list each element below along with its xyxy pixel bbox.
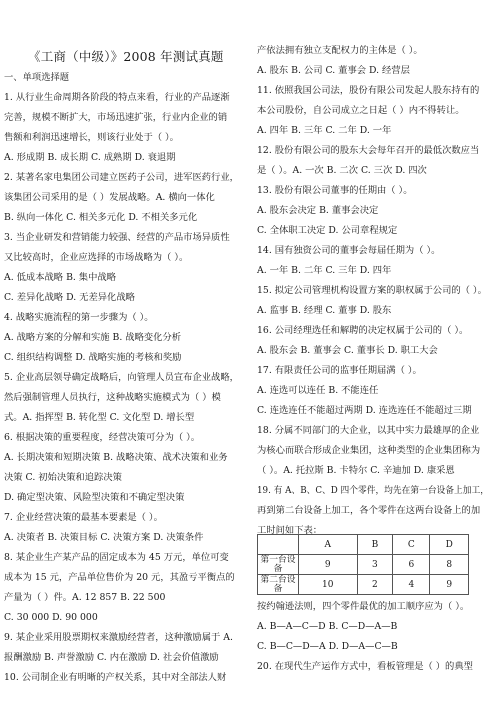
- text-line: C. 全体职工决定 D. 公司章程规定: [257, 225, 398, 236]
- text-line: 式。A. 指挥型 B. 转化型 C. 文化型 D. 增长型: [4, 412, 195, 423]
- table-cell: 4: [393, 575, 430, 595]
- document-title: 《工商（中级）》2008 年测试真题: [28, 49, 224, 64]
- text-line: 售额和利润迅速增长，则该行业处于（ ）。: [4, 132, 179, 143]
- text-line: C. B—C—D—A D. D—A—C—B: [257, 641, 398, 652]
- text-line: A. B—A—C—D B. C—D—A—B: [257, 621, 398, 632]
- text-line: （ ）。A. 托拉斯 B. 卡特尔 C. 辛迪加 D. 康采恩: [257, 465, 455, 476]
- table-header-row: [258, 535, 469, 555]
- section-heading: 一、单项选择题: [4, 72, 70, 83]
- table-cell: 3: [357, 555, 393, 575]
- table-cell: 8: [430, 555, 469, 575]
- table-header-cell: [258, 535, 299, 555]
- text-line: 3. 当企业研发和营销能力较强、经营的产品市场异质性: [4, 232, 230, 243]
- text-line: 产依法拥有独立支配权力的主体是（ ）。: [257, 45, 423, 56]
- text-line: 11. 依照我国公司法，股份有限公司发起人股东持有的: [257, 85, 480, 96]
- table-cell: 9: [299, 555, 358, 575]
- text-line: 决策 C. 初始决策和追踪决策: [4, 472, 122, 483]
- text-line: A. 决策者 B. 决策目标 C. 决策方案 D. 决策条件: [4, 532, 204, 543]
- text-line: C. 差异化战略 D. 无差异化战略: [4, 292, 135, 303]
- text-line: 该集团公司采用的是（ ）发展战略。A. 横向一体化: [4, 192, 215, 203]
- text-line: 按约翰逊法则，四个零件最优的加工顺序应为（ ）。: [257, 601, 470, 612]
- table-header-cell: B: [357, 535, 393, 555]
- text-line: A. 一年 B. 二年 C. 三年 D. 四年: [257, 265, 392, 276]
- table-row-label: 第一台设备: [258, 555, 299, 575]
- table-cell: 2: [357, 575, 393, 595]
- text-line: 成本为 15 元，产品单位售价为 20 元，其盈亏平衡点的: [4, 572, 235, 583]
- text-line: A. 四年 B. 三年 C. 二年 D. 一年: [257, 125, 392, 136]
- table-header-cell: A: [299, 535, 358, 555]
- text-line: 报酬激励 B. 声誉激励 C. 内在激励 D. 社会价值激励: [4, 652, 219, 663]
- text-line: A. 股东 B. 公司 C. 董事会 D. 经营层: [257, 65, 410, 76]
- text-line: 5. 企业高层领导确定战略后，向管理人员宣布企业战略，: [4, 372, 239, 383]
- processing-time-table: [257, 534, 469, 595]
- text-line: 8. 某企业生产某产品的固定成本为 45 万元，单位可变: [4, 552, 229, 563]
- text-line: 20. 在现代生产运作方式中，看板管理是（ ）的典型: [257, 661, 473, 672]
- text-line: 14. 国有独资公司的董事会每届任期为（ ）。: [257, 245, 441, 256]
- text-line: C. 30 000 D. 90 000: [4, 612, 98, 623]
- table-header-cell: D: [430, 535, 469, 555]
- text-line: 工时间如下表：: [257, 525, 323, 536]
- text-line: 本公司股份，自公司成立之日起（ ）内不得转让。: [257, 105, 465, 116]
- text-line: 产量为（ ）件。A. 12 857 B. 22 500: [4, 592, 166, 603]
- table-header-cell: C: [393, 535, 430, 555]
- text-line: A. 连选可以连任 B. 不能连任: [257, 385, 379, 396]
- text-line: B. 纵向一体化 C. 相关多元化 D. 不相关多元化: [4, 212, 198, 223]
- text-line: A. 低成本战略 B. 集中战略: [4, 272, 116, 283]
- text-line: 又比较高时，企业应选择的市场战略为（ ）。: [4, 252, 189, 263]
- table-row-label: 第二台设备: [258, 575, 299, 595]
- text-line: 4. 战略实施流程的第一步骤为（ ）。: [4, 312, 154, 323]
- text-line: A. 战略方案的分解和实施 B. 战略变化分析: [4, 332, 182, 343]
- text-line: A. 长期决策和短期决策 B. 战略决策、战术决策和业务: [4, 452, 228, 463]
- text-line: 19. 有 A、B、C、D 四个零件，均先在第一台设备上加工，: [257, 485, 489, 496]
- text-line: 2. 某著名家电集团公司建立医药子公司，进军医药行业，: [4, 172, 239, 183]
- text-line: 12. 股份有限公司的股东大会每年召开的最低次数应当: [257, 145, 480, 156]
- table-cell: 10: [299, 575, 358, 595]
- text-line: C. 组织结构调整 D. 战略实施的考核和奖励: [4, 352, 182, 363]
- text-line: 9. 某企业采用股票期权来激励经营者，这种激励属于 A.: [4, 632, 233, 643]
- text-line: A. 股东会 B. 董事会 C. 董事长 D. 职工大会: [257, 345, 438, 356]
- table-cell: 9: [430, 575, 469, 595]
- table-row: [258, 575, 469, 595]
- text-line: A. 监事 B. 经理 C. 董事 D. 股东: [257, 305, 392, 316]
- text-line: A. 股东会决定 B. 董事会决定: [257, 205, 379, 216]
- text-line: 7. 企业经营决策的最基本要素是（ ）。: [4, 512, 163, 523]
- text-line: 是（ ）。A. 一次 B. 二次 C. 三次 D. 四次: [257, 165, 427, 176]
- text-line: 15. 拟定公司管理机构设置方案的职权属于公司的（ ）。: [257, 285, 487, 296]
- text-line: 17. 有限责任公司的监事任期届满（ ）。: [257, 365, 422, 376]
- text-line: A. 形成期 B. 成长期 C. 成熟期 D. 衰退期: [4, 152, 176, 163]
- text-line: 13. 股份有限公司董事的任期由（ ）。: [257, 185, 413, 196]
- text-line: 6. 根据决策的重要程度，经营决策可分为（ ）。: [4, 432, 201, 443]
- text-line: 完善，规模不断扩大，市场迅速扩张，行业内企业的销: [4, 112, 228, 123]
- text-line: 10. 公司制企业有明晰的产权关系，其中对全部法人财: [4, 672, 227, 683]
- text-line: 18. 分属不同部门的大企业，以其中实力最雄厚的企业: [257, 425, 480, 436]
- table-cell: 6: [393, 555, 430, 575]
- text-line: 再到第二台设备上加工，各个零件在这两台设备上的加: [257, 505, 481, 516]
- table-row: [258, 555, 469, 575]
- text-line: 然后强制管理人员执行，这种战略实施模式为（ ）模: [4, 392, 221, 403]
- text-line: D. 确定型决策、风险型决策和不确定型决策: [4, 492, 185, 503]
- text-line: C. 连选连任不能超过两期 D. 连选连任不能超过三期: [257, 405, 472, 416]
- text-line: 为核心而联合形成企业集团，这种类型的企业集团称为: [257, 445, 481, 456]
- text-line: 16. 公司经理选任和解聘的决定权属于公司的（ ）。: [257, 325, 469, 336]
- text-line: 1. 从行业生命周期各阶段的特点来看，行业的产品逐渐: [4, 92, 230, 103]
